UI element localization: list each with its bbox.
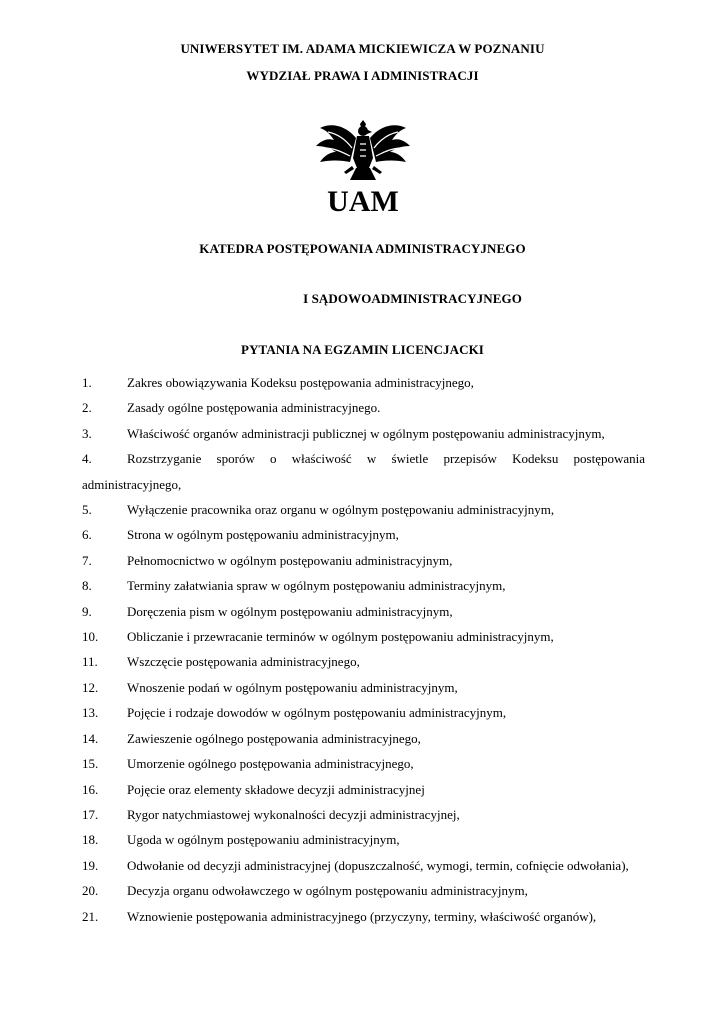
- question-number: 5.: [82, 502, 92, 518]
- question-item: [82, 548, 645, 573]
- question-item: [82, 446, 645, 497]
- logo-text: UAM: [327, 185, 399, 218]
- question-item: [82, 649, 645, 674]
- question-item: [82, 497, 645, 522]
- question-text: Wnoszenie podań w ogólnym postępowaniu administracyjnym,: [127, 679, 458, 695]
- faculty-name: WYDZIAŁ PRAWA I ADMINISTRACJI: [246, 68, 479, 83]
- question-item: [82, 802, 645, 827]
- question-text: Strona w ogólnym postępowaniu administracyjnym,: [127, 527, 399, 543]
- question-number: 18.: [82, 832, 99, 848]
- question-item: [82, 624, 645, 649]
- question-item: [82, 904, 645, 929]
- question-text: Rygor natychmiastowej wykonalności decyzji administracyjnej,: [127, 806, 460, 822]
- question-number: 20.: [82, 883, 99, 899]
- question-number: 13.: [82, 705, 99, 721]
- question-number: 16.: [82, 781, 99, 797]
- question-text: Umorzenie ogólnego postępowania administracyjnego,: [127, 756, 414, 772]
- question-number: 4.: [82, 451, 92, 467]
- question-text: Ugoda w ogólnym postępowaniu administracyjnym,: [127, 832, 400, 848]
- question-item: [82, 370, 645, 395]
- question-text: Właściwość organów administracji publicznej w ogólnym postępowaniu administracyjnym,: [127, 425, 605, 441]
- question-number: 9.: [82, 603, 92, 619]
- question-item: [82, 675, 645, 700]
- department-line-1: KATEDRA POSTĘPOWANIA ADMINISTRACYJNEGO: [199, 241, 526, 256]
- question-item: [82, 421, 645, 446]
- question-text: Pojęcie oraz elementy składowe decyzji administracyjnej: [127, 781, 425, 797]
- question-item: [82, 853, 645, 878]
- question-text: Doręczenia pism w ogólnym postępowaniu administracyjnym,: [127, 603, 453, 619]
- question-text: Rozstrzyganie sporów o właściwość w świetle przepisów Kodeksu postępowania administracyjnego,: [82, 451, 645, 492]
- question-text: Pojęcie i rodzaje dowodów w ogólnym postępowaniu administracyjnym,: [127, 705, 507, 721]
- question-number: 12.: [82, 679, 99, 695]
- question-number: 21.: [82, 908, 99, 924]
- question-item: [82, 878, 645, 903]
- question-text: Wznowienie postępowania administracyjnego (przyczyny, terminy, właściwość organów),: [127, 908, 597, 924]
- question-text: Pełnomocnictwo w ogólnym postępowaniu administracyjnym,: [127, 552, 453, 568]
- question-number: 3.: [82, 425, 92, 441]
- document-title: PYTANIA NA EGZAMIN LICENCJACKI: [241, 342, 484, 357]
- question-text: Zakres obowiązywania Kodeksu postępowania administracyjnego,: [127, 375, 474, 390]
- question-text: Decyzja organu odwoławczego w ogólnym postępowaniu administracyjnym,: [127, 883, 528, 899]
- question-item: [82, 751, 645, 776]
- questions-list: [82, 370, 645, 929]
- uam-eagle-logo-icon: [308, 118, 418, 218]
- question-number: 2.: [82, 400, 92, 416]
- question-number: 15.: [82, 756, 99, 772]
- question-number: 19.: [82, 857, 99, 873]
- question-number: 1.: [82, 375, 92, 390]
- question-number: 6.: [82, 527, 92, 543]
- university-name: UNIWERSYTET IM. ADAMA MICKIEWICZA W POZNANIU: [180, 41, 545, 56]
- question-text: Obliczanie i przewracanie terminów w ogólnym postępowaniu administracyjnym,: [127, 629, 554, 645]
- question-item: [82, 726, 645, 751]
- question-text: Wyłączenie pracownika oraz organu w ogólnym postępowaniu administracyjnym,: [127, 502, 555, 518]
- question-text: Zawieszenie ogólnego postępowania administracyjnego,: [127, 730, 421, 746]
- question-item: [82, 599, 645, 624]
- question-item: [82, 700, 645, 725]
- question-number: 11.: [82, 654, 98, 670]
- question-number: 17.: [82, 806, 99, 822]
- question-number: 14.: [82, 730, 99, 746]
- question-item: [82, 827, 645, 852]
- question-number: 8.: [82, 578, 92, 594]
- question-number: 7.: [82, 552, 92, 568]
- question-number: 10.: [82, 629, 99, 645]
- question-item: [82, 777, 645, 802]
- question-item: [82, 395, 645, 420]
- question-text: Terminy załatwiania spraw w ogólnym postępowaniu administracyjnym,: [127, 578, 506, 594]
- department-line-2: I SĄDOWOADMINISTRACYJNEGO: [303, 291, 522, 306]
- question-item: [82, 573, 645, 598]
- question-item: [82, 522, 645, 547]
- question-text: Odwołanie od decyzji administracyjnej (dopuszczalność, wymogi, termin, cofnięcie odwołania),: [127, 857, 629, 873]
- question-text: Wszczęcie postępowania administracyjnego,: [127, 654, 360, 670]
- question-text: Zasady ogólne postępowania administracyjnego.: [127, 400, 381, 416]
